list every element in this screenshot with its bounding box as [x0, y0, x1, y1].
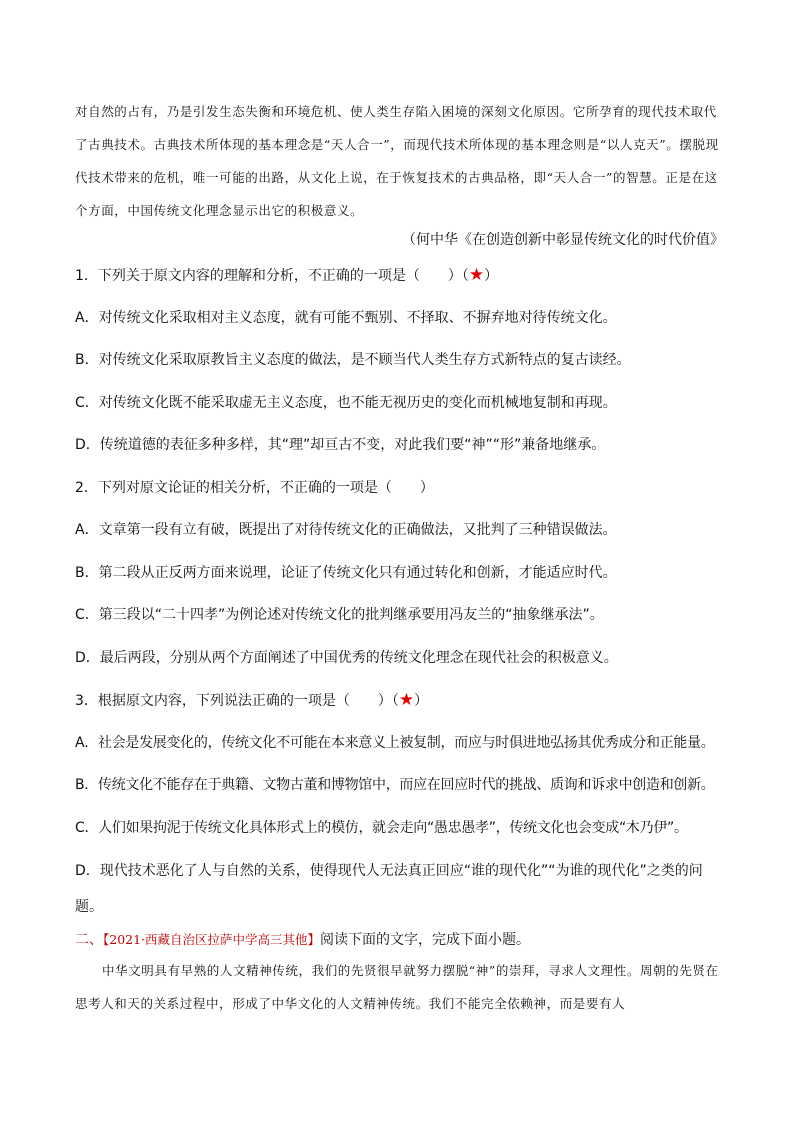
passage-one-text: 对自然的占有，乃是引发生态失衡和环境危机、使人类生存陷入困境的深刻文化原因。它所孕育的现代技术取代了古典技术。古典技术所体现的基本理念是“天人合一”，而现代技术所体现的基本理念则是“以人克天”。摆脱现代技术带来的危机，唯一可能的出路，从文化上说，在于恢复技术的古典品格，即“天人合一”的智慧。正是在这个方面，中国传统文化理念显示出它的积极意义。 [75, 104, 719, 218]
question-3-stem-end: ） [414, 693, 429, 709]
question-3-option-d: D．现代技术恶化了人与自然的关系，使得现代人无法真正回应“谁的现代化”“为谁的现代化”之类的问题。 [75, 863, 703, 915]
question-2-option-d: D．最后两段，分别从两个方面阐述了中国优秀的传统文化理念在现代社会的积极意义。 [75, 650, 618, 666]
question-2-option-a: A．文章第一段有立有破，既提出了对待传统文化的正确做法，又批判了三种错误做法。 [75, 522, 617, 538]
passage-one-paragraph [75, 95, 725, 227]
question-2-stem: 2．下列对原文论证的相关分析，不正确的一项是（ ） [75, 480, 434, 496]
question-1-stem-end: ） [484, 268, 499, 284]
question-1-option-d: D．传统道德的表征多种多样，其“理”却亘古不变，对此我们要“神”“形”兼备地继承。 [75, 437, 606, 453]
question-1-stem [75, 261, 725, 290]
star-icon: ★ [398, 690, 415, 710]
question-3-text: 3．根据原文内容，下列说法正确的一项是（ ）（ [75, 693, 399, 709]
question-2-option-b: B．第二段从正反两方面来说理，论证了传统文化只有通过转化和创新，才能适应时代。 [75, 565, 617, 581]
passage-two-paragraph [75, 954, 725, 1020]
question-1-option-b: B．对传统文化采取原教旨主义态度的做法，是不顾当代人类生存方式新特点的复古读经。 [75, 352, 631, 368]
question-3-option-c: C．人们如果拘泥于传统文化具体形式上的模仿，就会走向“愚忠愚孝”，传统文化也会变成“木乃伊”。 [75, 820, 688, 836]
passage-two-text: 中华文明具有早熟的人文精神传统，我们的先贤很早就努力摆脱“神”的崇拜，寻求人文理性。周朝的先贤在思考人和天的关系过程中，形成了中华文化的人文精神传统。我们不能完全依赖神，而是要有人 [75, 963, 719, 1011]
question-1-option-c: C．对传统文化既不能采取虚无主义态度，也不能无视历史的变化而机械地复制和再现。 [75, 395, 617, 411]
question-3-option-a: A．社会是发展变化的，传统文化不可能在本来意义上被复制，而应与时俱进地弘扬其优秀成分和正能量。 [75, 735, 715, 751]
source-tag: 【2021·西藏自治区拉萨中学高三其他】 [103, 932, 321, 947]
question-1-text: 1．下列关于原文内容的理解和分析，不正确的一项是（ ）（ [75, 268, 469, 284]
section-two-header [75, 926, 725, 954]
passage-citation: （何中华《在创造创新中彰显传统文化的时代价值》 [402, 232, 724, 248]
star-icon: ★ [468, 265, 485, 285]
question-3-stem [75, 686, 725, 715]
section-two-instruction: 阅读下面的文字，完成下面小题。 [320, 932, 531, 948]
question-3-option-b: B．传统文化不能存在于典籍、文物古董和博物馆中，而应在回应时代的挑战、质询和诉求中创造和创新。 [75, 777, 715, 793]
question-2-option-c: C．第三段以“二十四孝”为例论述对传统文化的批判继承要用冯友兰的“抽象继承法”。 [75, 607, 604, 623]
section-two-number: 二、 [75, 932, 103, 948]
question-1-option-a: A．对传统文化采取相对主义态度，就有可能不甄别、不择取、不摒弃地对待传统文化。 [75, 310, 617, 326]
